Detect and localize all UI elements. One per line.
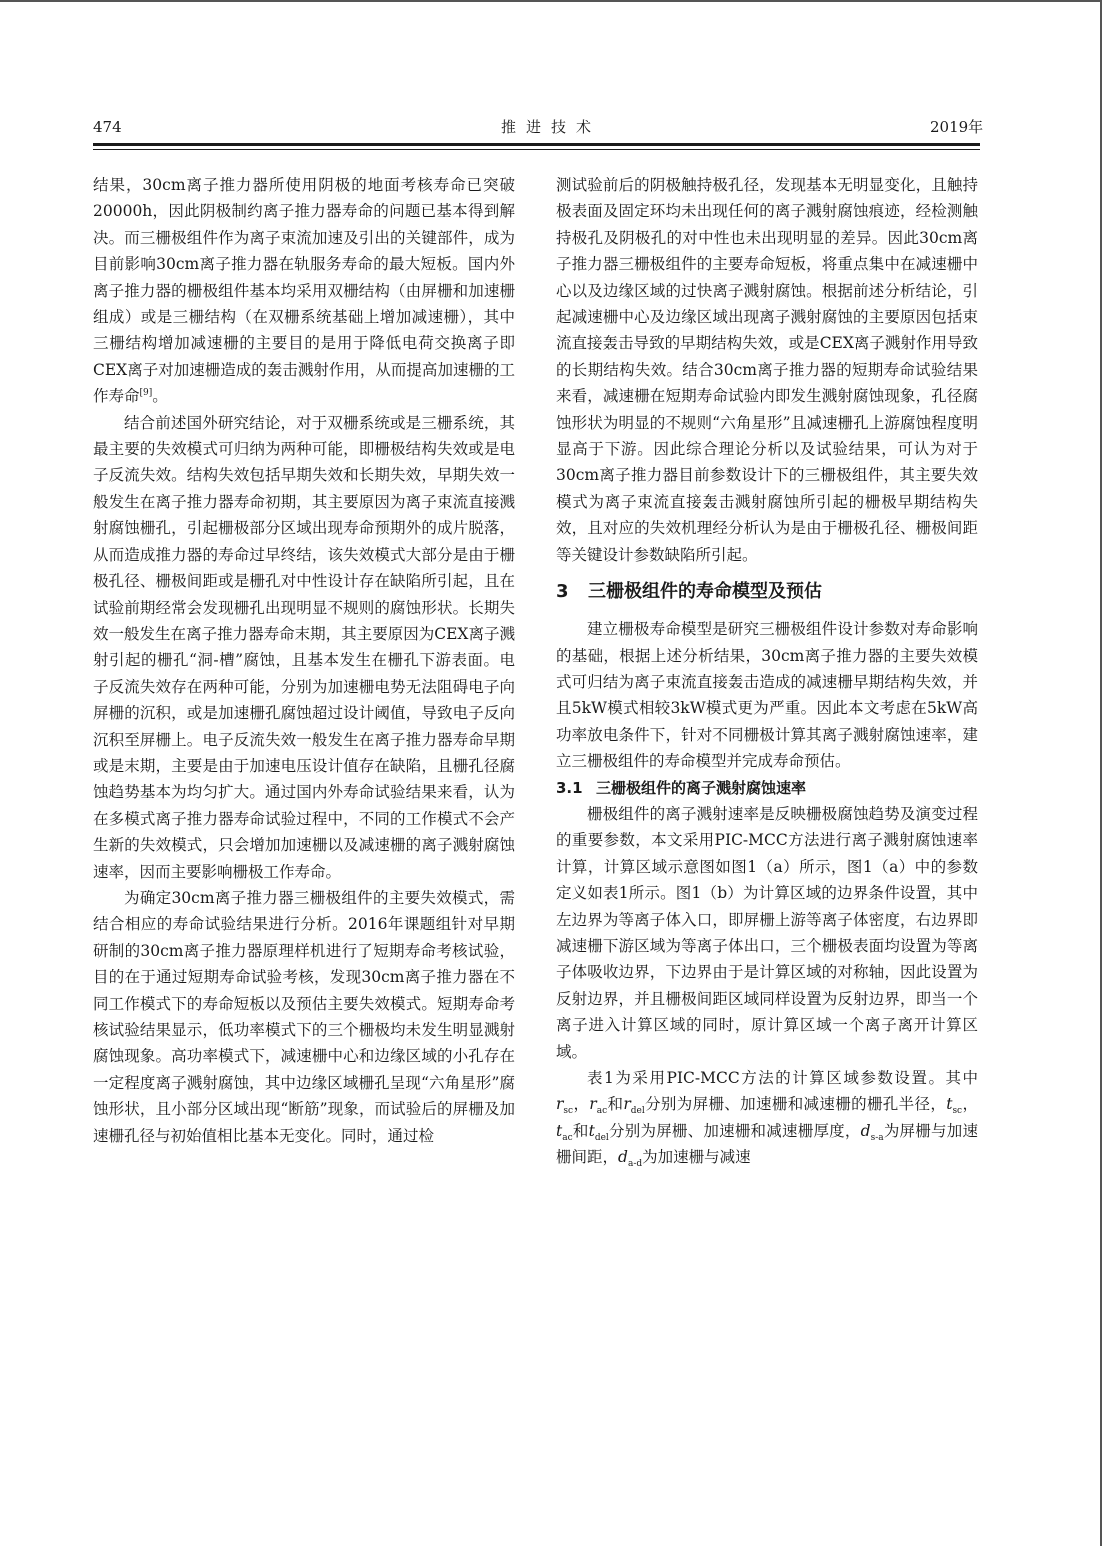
page-number: 474 — [93, 118, 122, 136]
header-rule-thick — [93, 143, 980, 146]
left-column — [93, 172, 515, 1149]
subsection-heading: 3.1 三栅极组件的离子溅射腐蚀速率 — [556, 778, 807, 797]
paragraph: 建立栅极寿命模型是研究三栅极组件设计参数对寿命影响的基础，根据上述分析结果，30cm离子推力器的主要失效模式可归结为离子束流直接轰击造成的减速栅早期结构失效，并且5kW模式相较3kW模式更为严重。因此本文考虑在5kW高功率放电条件下，针对不同栅极计算其离子溅射腐蚀速率，建立三栅极组件的寿命模型并完成寿命预估。 — [556, 620, 978, 771]
journal-year: 2019年 — [930, 118, 984, 136]
header-rule-thin — [93, 149, 980, 150]
citation: [9] — [139, 388, 153, 399]
scan-edge-top — [0, 0, 1102, 2]
paragraph: 结果，30cm离子推力器所使用阴极的地面考核寿命已突破20000h，因此阴极制约离子推力器寿命的问题已基本得到解决。而三栅极组件作为离子束流加速及引出的关键部件，成为目前影响30cm离子推力器在轨服务寿命的最大短板。国内外离子推力器的栅极组件基本均采用双栅结构（由屏栅和加速栅组成）或是三栅结构（在双栅系统基础上增加减速栅），其中三栅结构增加减速栅的主要目的是用于降低电荷交换离子即CEX离子对加速栅造成的轰击溅射作用，从而提高加速栅的工作寿命[9]。 — [93, 176, 515, 406]
paragraph: 为确定30cm离子推力器三栅极组件的主要失效模式，需结合相应的寿命试验结果进行分析。2016年课题组针对早期研制的30cm离子推力器原理样机进行了短期寿命考核试验，目的在于通过短期寿命试验考核，发现30cm离子推力器在不同工作模式下的寿命短板以及预估主要失效模式。短期寿命考核试验结果显示，低功率模式下的三个栅极均未发生明显溅射腐蚀现象。高功率模式下，减速栅中心和边缘区域的小孔存在一定程度离子溅射腐蚀，其中边缘区域栅孔呈现“六角星形”腐蚀形状，且小部分区域出现“断筋”现象，而试验后的屏栅及加速栅孔径与初始值相比基本无变化。同时，通过检 — [93, 888, 515, 1145]
right-column — [556, 172, 978, 1171]
section-heading: 3 三栅极组件的寿命模型及预估 — [556, 581, 822, 603]
paragraph: 表1为采用PIC-MCC方法的计算区域参数设置。其中$r_{sc}$，$r_{ac}$和$r_{del}$分别为屏栅、加速栅和减速栅的栅孔半径，$t_{sc}$，$t_{ac}$和$t_{del}$分别为屏栅、加速栅和减速栅厚度，$d_{s-a}$为屏栅与加速栅间距，$d_{a-d}$为加速栅与减速 — [556, 1069, 978, 1170]
journal-title: 推进技术 — [500, 118, 601, 136]
paragraph: 测试验前后的阴极触持极孔径，发现基本无明显变化，且触持极表面及固定环均未出现任何的离子溅射腐蚀痕迹，经检测触持极孔及阴极孔的对中性也未出现明显的差异。因此30cm离子推力器三栅极组件的主要寿命短板，将重点集中在减速栅中心以及边缘区域的过快离子溅射腐蚀。根据前述分析结论，引起减速栅中心及边缘区域出现离子溅射腐蚀的主要原因包括束流直接轰击导致的早期结构失效，或是CEX离子溅射作用导致的长期结构失效。结合30cm离子推力器的短期寿命试验结果来看，减速栅在短期寿命试验内即发生溅射腐蚀现象，孔径腐蚀形状为明显的不规则“六角星形”且减速栅孔上游腐蚀程度明显高于下游。因此综合理论分析以及试验结果，可认为对于30cm离子推力器目前参数设计下的三栅极组件，其主要失效模式为离子束流直接轰击溅射腐蚀所引起的栅极早期结构失效，且对应的失效机理经分析认为是由于栅极孔径、栅极间距等关键设计参数缺陷所引起。 — [556, 176, 978, 564]
paragraph: 结合前述国外研究结论，对于双栅系统或是三栅系统，其最主要的失效模式可归纳为两种可能，即栅极结构失效或是电子反流失效。结构失效包括早期失效和长期失效，早期失效一般发生在离子推力器寿命初期，其主要原因为离子束流直接溅射腐蚀栅孔，引起栅极部分区域出现寿命预期外的成片脱落，从而造成推力器的寿命过早终结，该失效模式大部分是由于栅极孔径、栅极间距或是栅孔对中性设计存在缺陷所引起，且在试验前期经常会发现栅孔出现明显不规则的腐蚀形状。长期失效一般发生在离子推力器寿命末期，其主要原因为CEX离子溅射引起的栅孔“洞-槽”腐蚀，且基本发生在栅孔下游表面。电子反流失效存在两种可能，分别为加速栅电势无法阻碍电子向屏栅的沉积，或是加速栅孔腐蚀超过设计阈值，导致电子反向沉积至屏栅上。电子反流失效一般发生在离子推力器寿命早期或是末期，主要是由于加速电压设计值存在缺陷，且栅孔径腐蚀趋势基本为均匀扩大。通过国内外寿命试验结果来看，认为在多模式离子推力器寿命试验过程中，不同的工作模式不会产生新的失效模式，只会增加加速栅以及减速栅的离子溅射腐蚀速率，因而主要影响栅极工作寿命。 — [93, 413, 515, 881]
paragraph: 栅极组件的离子溅射速率是反映栅极腐蚀趋势及演变过程的重要参数，本文采用PIC-MCC方法进行离子溅射腐蚀速率计算，计算区域示意图如图1（a）所示，图1（a）中的参数定义如表1所示。图1（b）为计算区域的边界条件设置，其中左边界为等离子体入口，即屏栅上游等离子体密度，右边界即减速栅下游区域为等离子体出口，三个栅极表面均设置为等离子体吸收边界，下边界由于是计算区域的对称轴，因此设置为反射边界，并且栅极间距区域同样设置为反射边界，即当一个离子进入计算区域的同时，原计算区域一个离子离开计算区域。 — [556, 804, 978, 1061]
